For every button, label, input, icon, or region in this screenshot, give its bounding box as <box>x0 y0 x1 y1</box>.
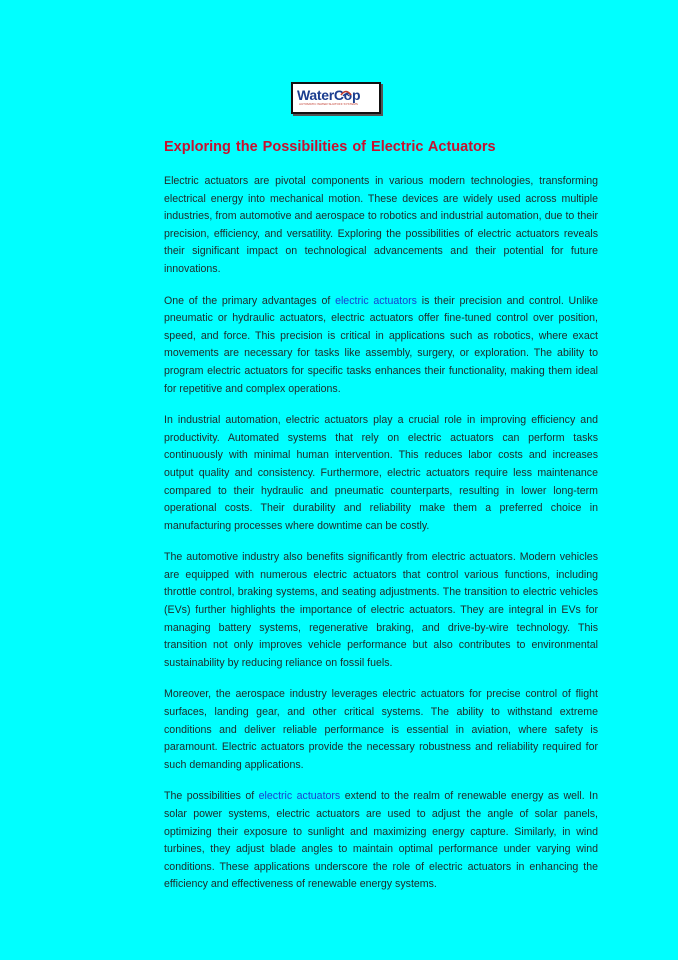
paragraph-text: The possibilities of <box>164 790 259 803</box>
article-title: Exploring the Possibilities of Electric Actuators <box>164 139 496 155</box>
logo-wordmark: WaterCop <box>297 87 361 103</box>
electric-actuators-link[interactable]: electric actuators <box>335 294 417 307</box>
water-drop-icon <box>339 86 353 100</box>
electric-actuators-link[interactable]: electric actuators <box>258 790 341 803</box>
paragraph-renewable <box>164 788 598 894</box>
paragraph-text: extend to the realm of renewable energy as well. In solar power systems, electric actuators are used to adjust the angle of solar panels, optimizing their exposure to sunlight and maximizing energy capture. Similarly, in wind turbines, they adjust blade angles to maintain optimal performance under varying wind conditions. These applications underscore the role of electric actuators in enhancing the efficiency and effectiveness of renewable energy systems. <box>164 790 598 891</box>
paragraph-text: One of the primary advantages of <box>164 294 336 307</box>
logo-tagline: AUTOMATIC WATER SHUTOFF SYSTEMS <box>299 103 358 106</box>
watercop-logo <box>291 82 381 114</box>
paragraph-precision <box>164 293 598 399</box>
paragraph-text: is their precision and control. Unlike pneumatic or hydraulic actuators, electric actuators offer fine-tuned control over position, speed, and force. This precision is critical in applications such as robotics, where exact movements are necessary for tasks like assembly, surgery, or exploration. The ability to program electric actuators for specific tasks enhances their functionality, making them ideal for repetitive and complex operations. <box>164 294 598 395</box>
paragraph-industrial: In industrial automation, electric actuators play a crucial role in improving efficiency and productivity. Automated systems that rely on electric actuators can perform tasks continuously with minimal human intervention. This reduces labor costs and increases output quality and consistency. Furthermore, electric actuators require less maintenance compared to their hydraulic and pneumatic counterparts, resulting in lower long-term operational costs. Their durability and reliability make them a preferred choice in manufacturing processes where downtime can be costly. <box>164 414 598 532</box>
paragraph-automotive: The automotive industry also benefits significantly from electric actuators. Modern vehicles are equipped with numerous electric actuators that control various functions, including throttle control, braking systems, and seating adjustments. The transition to electric vehicles (EVs) further highlights the importance of electric actuators. They are integral in EVs for managing battery systems, regenerative braking, and drive-by-wire technology. This transition not only improves vehicle performance but also contributes to environmental sustainability by reducing reliance on fossil fuels. <box>164 551 598 669</box>
paragraph-aerospace: Moreover, the aerospace industry leverages electric actuators for precise control of flight surfaces, landing gear, and other critical systems. The ability to withstand extreme conditions and deliver reliable performance is essential in aviation, where safety is paramount. Electric actuators provide the necessary robustness and reliability required for such demanding applications. <box>164 688 598 771</box>
article-body <box>164 173 598 908</box>
paragraph-intro: Electric actuators are pivotal components in various modern technologies, transforming electrical energy into mechanical motion. These devices are widely used across multiple industries, from automotive and aerospace to robotics and industrial automation, due to their precision, efficiency, and versatility. Exploring the possibilities of electric actuators reveals their significant impact on technological advancements and their potential for future innovations. <box>164 175 598 275</box>
